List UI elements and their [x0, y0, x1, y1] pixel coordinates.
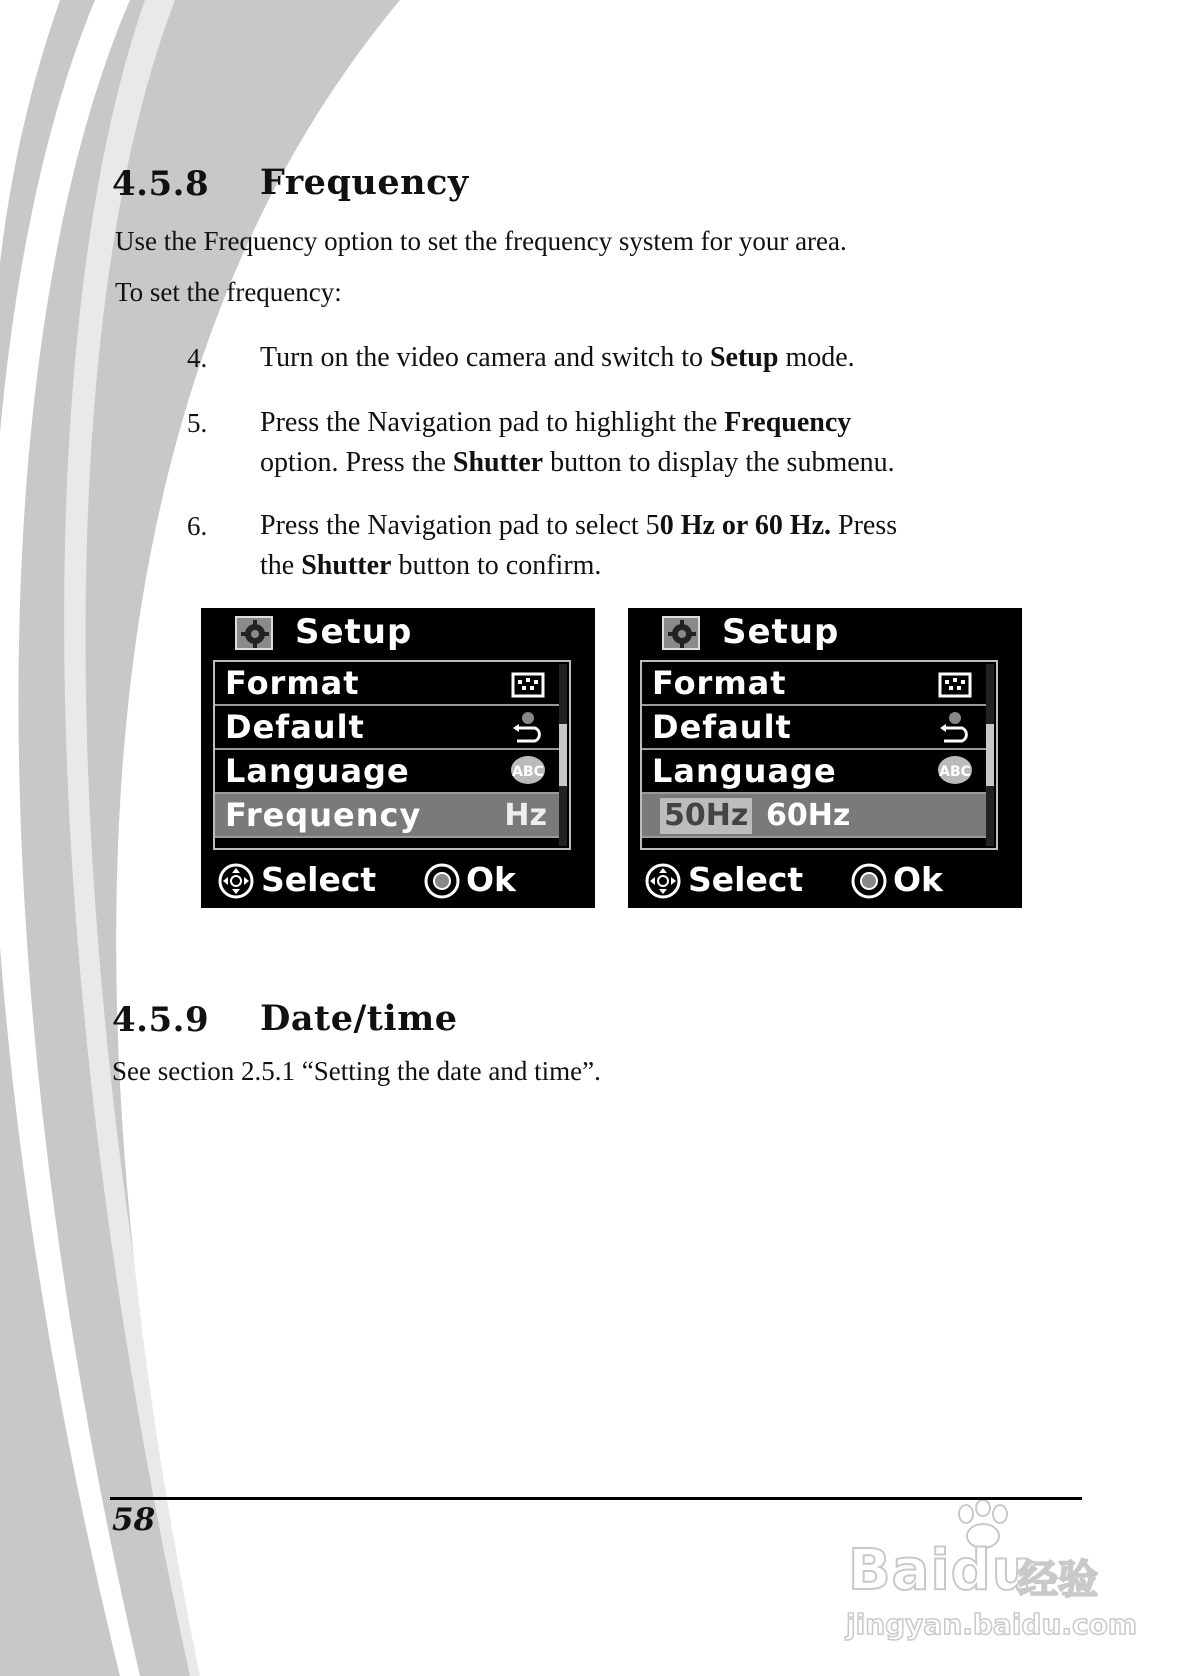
- section-title: Date/time: [260, 998, 458, 1039]
- watermark-brand: [848, 1538, 1033, 1603]
- step-text: [260, 550, 601, 582]
- section-number: 4.5.8: [112, 164, 210, 204]
- step-text-part: button to confirm.: [391, 550, 602, 581]
- watermark-brand-part: du: [950, 1538, 1033, 1603]
- screen-footer: [201, 856, 595, 904]
- default-reset-icon: [936, 710, 974, 744]
- ok-hint: Ok: [466, 860, 516, 899]
- step-text-bold: 0 Hz or 60 Hz.: [659, 510, 832, 541]
- watermark-subtitle: 经验: [1018, 1557, 1098, 1603]
- default-reset-icon: [509, 710, 547, 744]
- menu-item-default[interactable]: [215, 706, 559, 750]
- step-text: [260, 447, 895, 479]
- select-hint: Select: [688, 860, 804, 899]
- step-number: 4.: [187, 343, 208, 373]
- step-number: 6.: [187, 511, 208, 541]
- menu-scrollbar[interactable]: [986, 664, 994, 846]
- menu-item-default[interactable]: [642, 706, 986, 750]
- setup-gear-icon: [235, 616, 273, 650]
- lead-paragraph: To set the frequency:: [115, 277, 342, 307]
- navigation-pad-icon: [217, 862, 255, 900]
- camera-screen-frequency-submenu: [628, 608, 1022, 908]
- page-number: 58: [112, 1502, 156, 1538]
- ok-button-icon: [850, 862, 888, 900]
- screen-footer: [628, 856, 1022, 904]
- step-text: [260, 510, 897, 542]
- menu-item-format[interactable]: [642, 662, 986, 706]
- step-text-bold: Shutter: [301, 550, 392, 581]
- ok-button-icon: [423, 862, 461, 900]
- svg-text:ABC: ABC: [512, 764, 544, 780]
- format-icon: [509, 666, 547, 700]
- menu-item-label: Format: [225, 664, 360, 702]
- step-text-part: Press the Navigation pad to highlight the: [260, 407, 725, 438]
- intro-paragraph: Use the Frequency option to set the frequency system for your area.: [115, 226, 847, 256]
- select-hint: Select: [261, 860, 377, 899]
- menu-item-label: Frequency: [225, 796, 422, 834]
- option-50hz[interactable]: 50Hz: [660, 798, 752, 834]
- screen-header: [201, 608, 595, 658]
- hz-label: Hz: [504, 798, 547, 833]
- frequency-options-row: [642, 794, 986, 838]
- format-icon: [936, 666, 974, 700]
- svg-text:ABC: ABC: [939, 764, 971, 780]
- step-text-bold: Frequency: [724, 407, 852, 438]
- language-abc-icon: [509, 754, 547, 788]
- setup-menu-list: [640, 660, 998, 850]
- step-text-part: option. Press the: [260, 447, 453, 478]
- screen-title: Setup: [722, 612, 840, 652]
- watermark-url: jingyan.baidu.com: [846, 1608, 1138, 1641]
- step-text-part: the: [260, 550, 302, 581]
- menu-item-language[interactable]: [215, 750, 559, 794]
- menu-scrollbar[interactable]: [559, 664, 567, 846]
- menu-item-label: Default: [225, 708, 365, 746]
- step-text-part: Turn on the video camera and switch to: [260, 342, 710, 373]
- menu-item-label: Language: [225, 752, 410, 790]
- option-60hz[interactable]: 60Hz: [766, 798, 851, 833]
- see-section-paragraph: See section 2.5.1 “Setting the date and time”.: [112, 1056, 601, 1086]
- step-text: [260, 342, 855, 374]
- watermark-brand-part: Bai: [848, 1538, 951, 1603]
- step-text: [260, 407, 851, 439]
- menu-item-format[interactable]: [215, 662, 559, 706]
- step-number: 5.: [187, 408, 208, 438]
- step-text-part: Press the Navigation pad to select 5: [260, 510, 660, 541]
- language-abc-icon: [936, 754, 974, 788]
- menu-item-label: Default: [652, 708, 792, 746]
- section-number: 4.5.9: [112, 1000, 210, 1040]
- menu-item-label: Language: [652, 752, 837, 790]
- scrollbar-thumb[interactable]: [559, 724, 567, 786]
- step-text-part: mode.: [778, 342, 855, 373]
- section-title: Frequency: [260, 162, 469, 203]
- baidu-watermark: [840, 1500, 1138, 1650]
- step-text-part: button to display the submenu.: [543, 447, 895, 478]
- step-text-bold: Setup: [709, 342, 779, 373]
- menu-item-language[interactable]: [642, 750, 986, 794]
- step-text-part: Press: [831, 510, 898, 541]
- menu-item-frequency[interactable]: [215, 794, 559, 838]
- camera-screen-setup-menu: [201, 608, 595, 908]
- scrollbar-thumb[interactable]: [986, 724, 994, 786]
- screen-title: Setup: [295, 612, 413, 652]
- setup-gear-icon: [662, 616, 700, 650]
- step-text-bold: Shutter: [452, 447, 544, 478]
- ok-hint: Ok: [893, 860, 943, 899]
- menu-item-label: Format: [652, 664, 787, 702]
- setup-menu-list: [213, 660, 571, 850]
- screen-header: [628, 608, 1022, 658]
- navigation-pad-icon: [644, 862, 682, 900]
